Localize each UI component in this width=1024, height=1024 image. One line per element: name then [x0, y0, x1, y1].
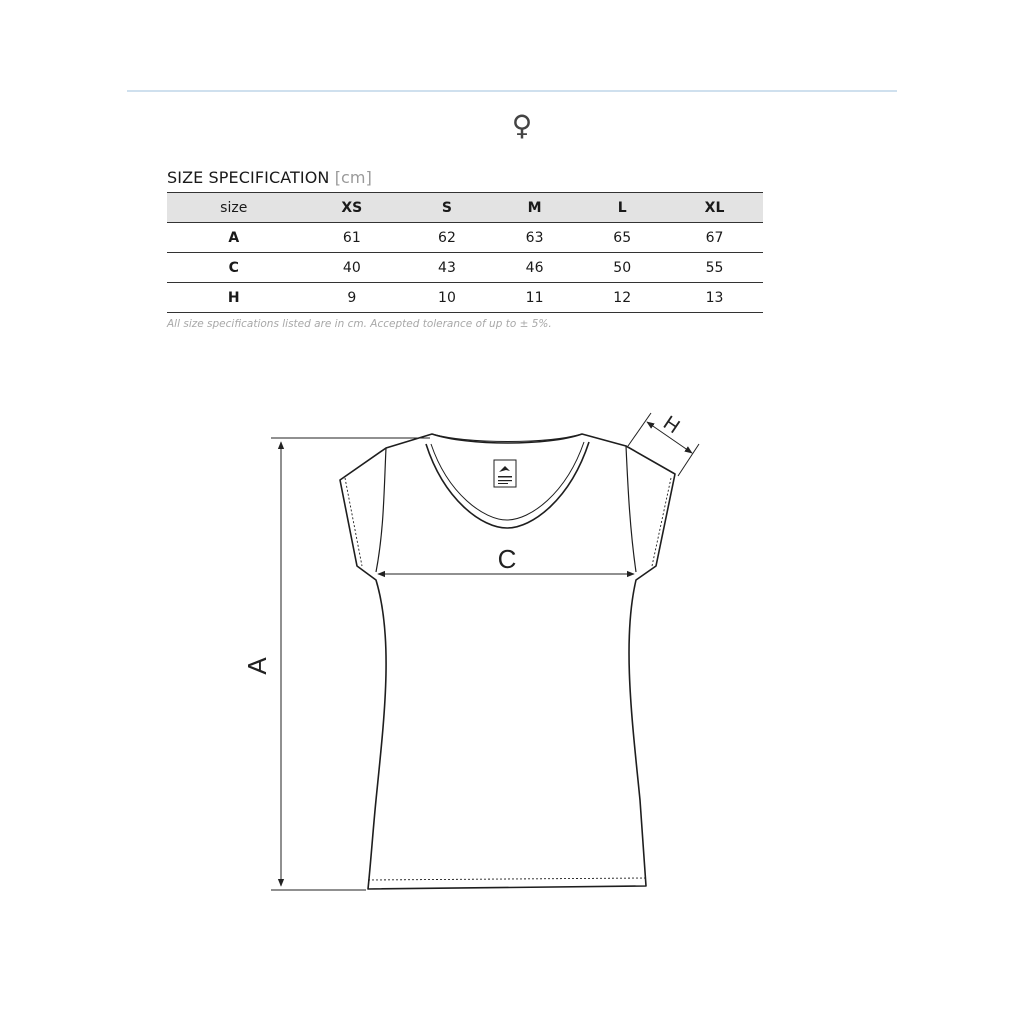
table-cell: 67	[666, 223, 763, 253]
table-cell: 43	[403, 253, 491, 283]
table-cell: 61	[300, 223, 403, 253]
table-cell: 11	[491, 283, 579, 313]
table-cell: 9	[300, 283, 403, 313]
table-cell: 46	[491, 253, 579, 283]
title-unit: [cm]	[334, 168, 372, 187]
table-cell: 40	[300, 253, 403, 283]
table-cell: 13	[666, 283, 763, 313]
tshirt-outline	[340, 434, 675, 889]
header-cell-size: size	[167, 193, 300, 223]
label-a: A	[242, 657, 272, 675]
label-c: C	[497, 544, 517, 574]
brand-label-icon	[494, 460, 516, 487]
row-label: H	[167, 283, 300, 313]
row-label: C	[167, 253, 300, 283]
table-cell: 55	[666, 253, 763, 283]
table-cell: 50	[578, 253, 666, 283]
table-cell: 12	[578, 283, 666, 313]
row-label: A	[167, 223, 300, 253]
table-cell: 65	[578, 223, 666, 253]
header-cell-xs: XS	[300, 193, 403, 223]
header-cell-m: M	[491, 193, 579, 223]
female-icon: ♀	[511, 109, 533, 142]
table-cell: 63	[491, 223, 579, 253]
tolerance-note: All size specifications listed are in cm. Accepted tolerance of up to ± 5%.	[167, 318, 552, 330]
header-cell-l: L	[578, 193, 666, 223]
title-text: SIZE SPECIFICATION	[167, 168, 330, 187]
label-h: H	[659, 411, 684, 439]
header-cell-xl: XL	[666, 193, 763, 223]
table-cell: 62	[403, 223, 491, 253]
header-cell-s: S	[403, 193, 491, 223]
table-cell: 10	[403, 283, 491, 313]
